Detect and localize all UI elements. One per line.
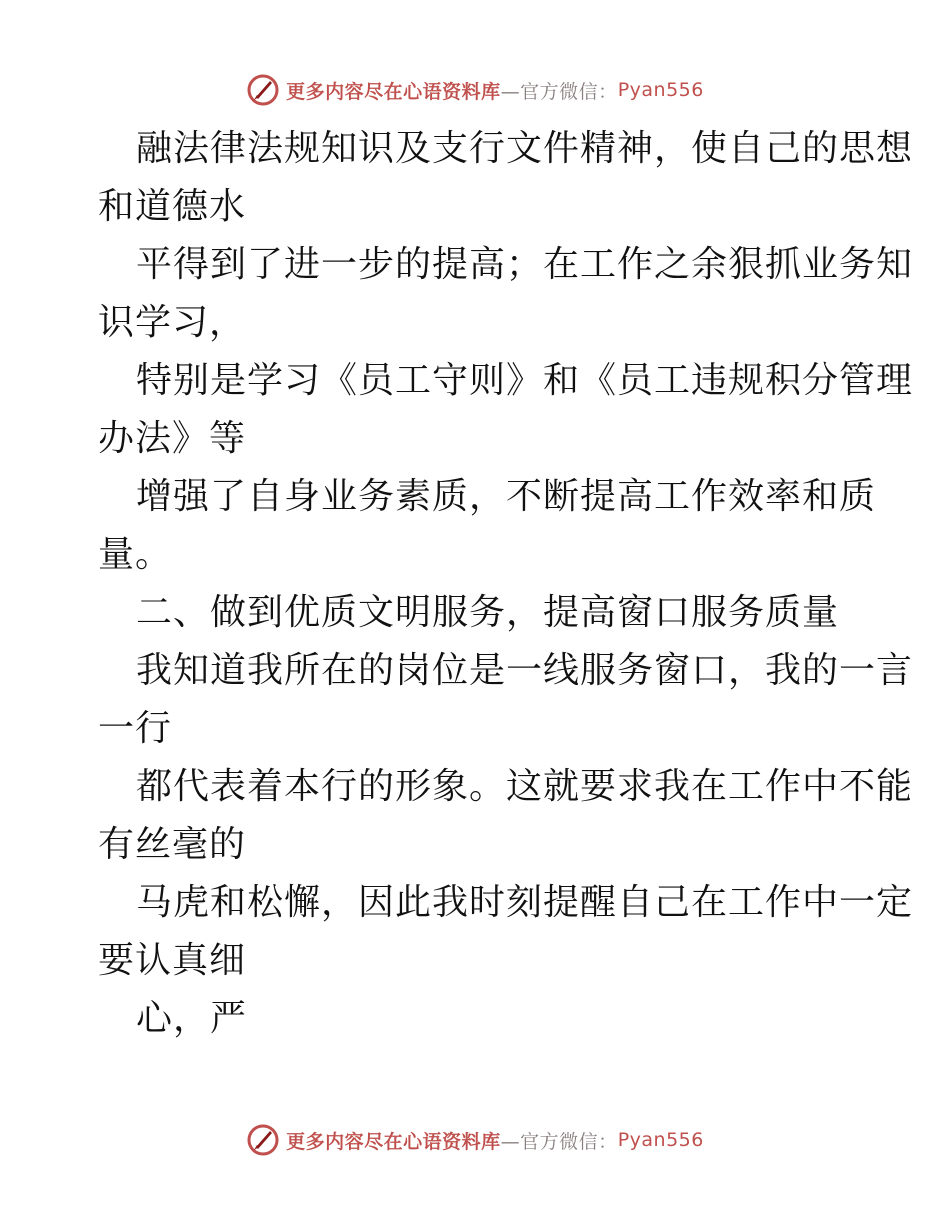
quill-pen-logo-icon [246,1123,280,1157]
page-footer [0,1120,950,1160]
text-line: 识学习， [98,302,247,343]
text-line: 有丝毫的 [98,824,247,865]
header-wechat-id: Pyan556 [617,79,704,101]
text-line: 心，严 [136,998,248,1039]
quill-pen-logo-icon [246,73,280,107]
footer-site-name: 更多内容尽在心语资料库 [286,1130,501,1153]
document-body [98,120,914,1048]
header-site-name: 更多内容尽在心语资料库 [286,80,501,103]
text-line: 要认真细 [98,940,247,981]
text-line: 和道德水 [98,186,247,227]
footer-wechat-id: Pyan556 [617,1129,704,1151]
text-line: 办法》等 [98,418,247,459]
page-header [0,70,950,110]
footer-wechat-label: —官方微信： [500,1130,618,1153]
text-line: 平得到了进一步的提高；在工作之余狠抓业务知 [136,244,914,285]
text-line: 增强了自身业务素质，不断提高工作效率和质 [136,476,877,517]
text-line: 特别是学习《员工守则》和《员工违规积分管理 [136,360,914,401]
header-wechat-label: —官方微信： [500,80,618,103]
text-line: 融法律法规知识及支行文件精神，使自己的思想 [136,128,914,169]
text-line: 二、做到优质文明服务，提高窗口服务质量 [136,592,840,633]
text-line: 我知道我所在的岗位是一线服务窗口，我的一言 [136,650,914,691]
text-line: 一行 [98,708,173,749]
text-line: 都代表着本行的形象。这就要求我在工作中不能 [136,766,914,807]
text-line: 马虎和松懈，因此我时刻提醒自己在工作中一定 [136,882,914,923]
text-line: 量。 [98,534,173,575]
